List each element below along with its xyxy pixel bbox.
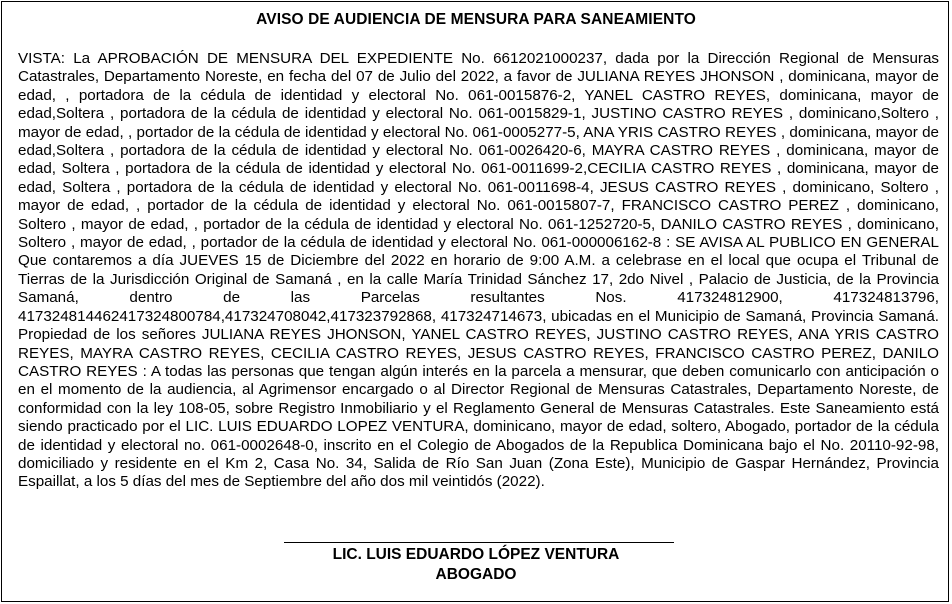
signature-name: LIC. LUIS EDUARDO LÓPEZ VENTURA	[332, 546, 620, 563]
notice-title: AVISO DE AUDIENCIA DE MENSURA PARA SANEAMIENTO	[256, 11, 696, 28]
signature-role: ABOGADO	[435, 566, 517, 583]
notice-body: VISTA: La APROBACIÓN DE MENSURA DEL EXPEDIENTE No. 6612021000237, dada por la Dirección Regional de Mensuras Catastrales, Departamento Noreste, en fecha del 07 de Julio del 2022, a favor de JULIANA REYES JHONSON , dominicana, mayor de edad, , portadora de la cédula de identidad y electoral No. 061-0015876-2, YANEL CASTRO REYES, dominicana, mayor de edad,Soltera , portadora de la cédula de identidad y electoral No. 061-0015829-1, JUSTINO CASTRO REYES , dominicano,Soltero , mayor de edad, , portador de la cédula de identidad y electoral No. 061-0005277-5, ANA YRIS CASTRO REYES , dominicana, mayor de edad,Soltera , portadora de la cédula de identidad y electoral No. 061-0026420-6, MAYRA CASTRO REYES , dominicana, mayor de edad, Soltera , portadora de la cédula de identidad y electoral No. 061-0011699-2,CECILIA CASTRO REYES , dominicana, mayor de edad, Soltera , portadora de la cédula de identidad y electoral No. 061-0011698-4, JESUS CASTRO REYES , dominicano, Soltero , mayor de edad, , portador de la cédula de identidad y electoral No. 061-0015807-7, FRANCISCO CASTRO PEREZ , dominicano, Soltero , mayor de edad, , portador de la cédula de identidad y electoral No. 061-1252720-5, DANILO CASTRO REYES , dominicano, Soltero , mayor de edad, , portador de la cédula de identidad y electoral No. 061-000006162-8 : SE AVISA AL PUBLICO EN GENERAL Que contaremos a día JUEVES 15 de Diciembre del 2022 en horario de 9:00 A.M. a celebrase en el local que ocupa el Tribunal de Tierras de la Jurisdicción Original de Samaná , en la calle María Trinidad Sánchez 17, 2do Nivel , Palacio de Justicia, de la Provincia Samaná, dentro de las Parcelas resultantes Nos. 417324812900, 417324813796, 417324814462417324800784,417324708042,417323792868, 417324714673, ubicadas en el Municipio de Samaná, Provincia Samaná. Propiedad de los señores JULIANA REYES JHONSON, YANEL CASTRO REYES, JUSTINO CASTRO REYES, ANA YRIS CASTRO REYES, MAYRA CASTRO REYES, CECILIA CASTRO REYES, JESUS CASTRO REYES, FRANCISCO CASTRO PEREZ, DANILO CASTRO REYES : A todas las personas que tengan algún interés en la parcela a mensurar, que deben comunicarlo con anticipación o en el momento de la audiencia, al Agrimensor encargado o al Director Regional de Mensuras Catastrales, Departamento Noreste, de conformidad con la ley 108-05, sobre Registro Inmobiliario y el Reglamento General de Mensuras Catastrales. Este Saneamiento está siendo practicado por el LIC. LUIS EDUARDO LOPEZ VENTURA, dominicano, mayor de edad, soltero, Abogado, portador de la cédula de identidad y electoral no. 061-0002648-0, inscrito en el Colegio de Abogados de la Republica Dominicana bajo el No. 20110-92-98, domiciliado y residente en el Km 2, Casa No. 34, Salida de Río San Juan (Zona Este), Municipio de Gaspar Hernández, Provincia Espaillat, a los 5 días del mes de Septiembre del año dos mil veintidós (2022).	[18, 50, 939, 491]
signature-line	[284, 542, 674, 543]
